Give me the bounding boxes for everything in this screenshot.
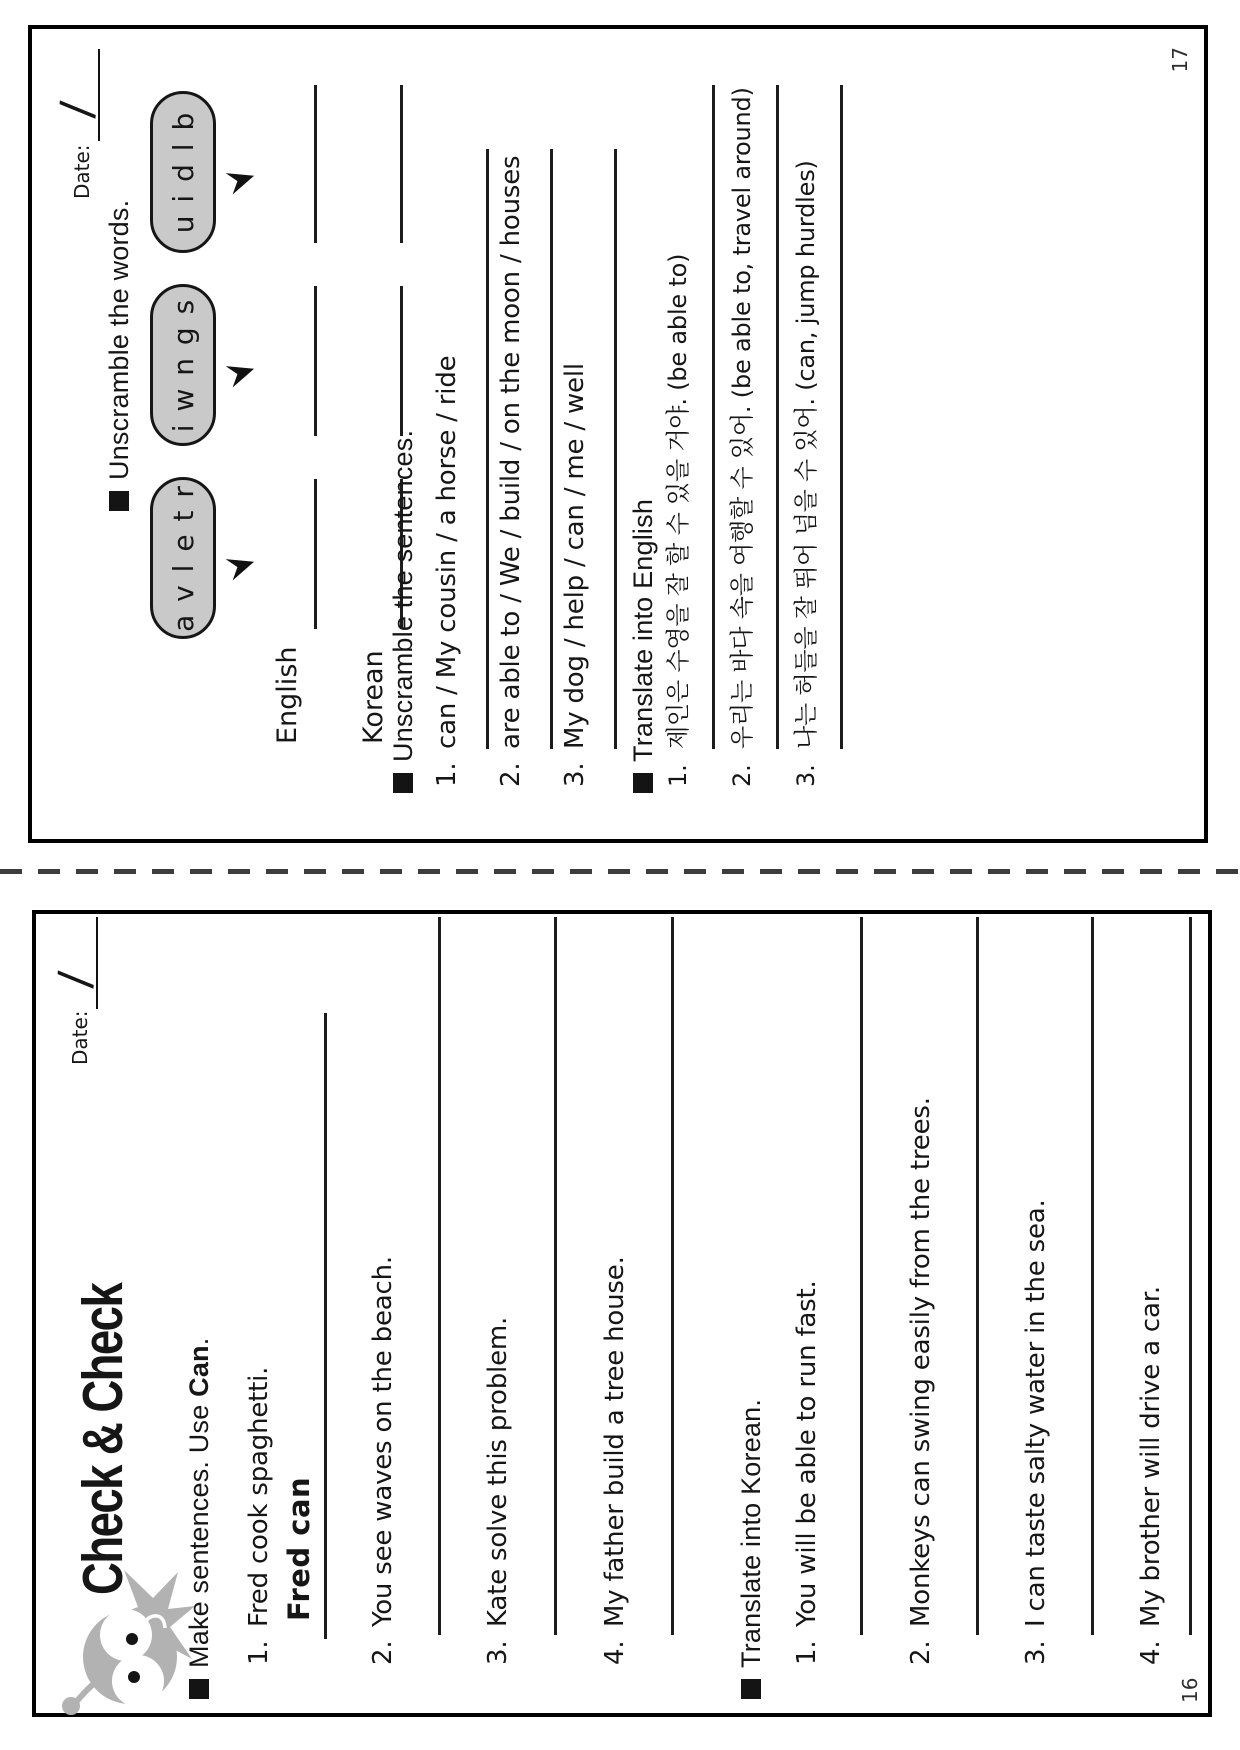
- english-label: English: [272, 646, 303, 744]
- bullet-icon: [109, 491, 129, 511]
- answer-blank: [324, 1013, 327, 1639]
- date-blank-line: [98, 49, 100, 141]
- answer-example: Fred can: [282, 1476, 316, 1621]
- answer-blank: [860, 917, 863, 1635]
- answer-blank: [712, 85, 715, 749]
- date-slash: /: [49, 99, 104, 120]
- exercise-item: 2.우리는 바다 속을 여행할 수 있어. (be able to, travel around): [728, 87, 756, 787]
- answer-blank: [671, 917, 674, 1635]
- answer-blank: [400, 286, 403, 436]
- heading-translate-korean: Translate into Korean.: [736, 1399, 767, 1699]
- page-16-sheet: [32, 910, 1212, 1717]
- exercise-item: 2.are able to / We / build / on the moon / houses: [496, 155, 526, 787]
- exercise-item: 1.can / My cousin / a horse / ride: [432, 355, 462, 787]
- exercise-item: 1.제인은 수영을 잘 할 수 있을 거야. (be able to): [664, 253, 692, 787]
- answer-blank: [314, 85, 317, 243]
- answer-blank: [550, 149, 553, 749]
- heading-unscramble-words: Unscramble the words.: [104, 200, 135, 511]
- scrambled-word-box: a v l e t r: [150, 477, 216, 639]
- heading-translate-english: Translate into English: [628, 499, 659, 793]
- answer-blank: [1189, 917, 1192, 1635]
- exercise-item: 4.My brother will drive a car.: [1136, 1286, 1166, 1665]
- answer-blank: [554, 917, 557, 1635]
- scrambled-word-box: u i d l b: [150, 91, 216, 253]
- bullet-icon: [633, 773, 653, 793]
- answer-blank: [314, 479, 317, 629]
- exercise-item: 1.You will be able to run fast.: [792, 1280, 822, 1665]
- page-17: [28, 25, 1208, 843]
- arrow-icon: [222, 161, 260, 199]
- answer-blank: [1091, 917, 1094, 1635]
- bullet-icon: [189, 1679, 209, 1699]
- date-slash: /: [47, 969, 102, 990]
- answer-blank: [400, 85, 403, 243]
- exercise-item: 3.I can taste salty water in the sea.: [1021, 1199, 1051, 1665]
- page-number: 16: [1178, 1677, 1202, 1703]
- korean-label: Korean: [358, 650, 389, 744]
- heading-make-sentences: Make sentences. Use Can.: [184, 1338, 215, 1699]
- exercise-item: 3.Kate solve this problem.: [483, 1316, 513, 1665]
- bullet-icon: [393, 773, 413, 793]
- page-title: Check & Check: [71, 1283, 135, 1595]
- exercise-item: 1.Fred cook spaghetti.: [244, 1366, 274, 1665]
- exercise-item: 3.My dog / help / can / me / well: [560, 363, 590, 787]
- answer-blank: [840, 85, 843, 749]
- exercise-item: 3.나는 허들을 잘 뛰어 넘을 수 있어. (can, jump hurdles): [792, 160, 820, 787]
- scrambled-word-box: i w n g s: [150, 284, 216, 446]
- page-16: [32, 910, 1212, 1717]
- exercise-item: 4.My father build a tree house.: [600, 1256, 630, 1665]
- answer-blank: [776, 85, 779, 749]
- arrow-icon: [222, 547, 260, 585]
- answer-blank: [614, 149, 617, 749]
- cut-line: [0, 869, 1240, 874]
- answer-blank: [486, 149, 489, 749]
- exercise-item: 2.You see waves on the beach.: [368, 1256, 398, 1665]
- answer-blank: [314, 286, 317, 436]
- page-number: 17: [1168, 47, 1192, 73]
- date-label: Date:: [70, 144, 94, 199]
- exercise-item: 2.Monkeys can swing easily from the trees.: [906, 1097, 936, 1665]
- date-blank-line: [96, 917, 98, 1009]
- bullet-icon: [741, 1679, 761, 1699]
- answer-blank: [976, 917, 979, 1635]
- heading-unscramble-sentences: Unscramble the sentences.: [388, 430, 419, 793]
- date-label: Date:: [68, 1010, 92, 1065]
- arrow-icon: [222, 354, 260, 392]
- page-17-sheet: [28, 25, 1208, 843]
- answer-blank: [438, 917, 441, 1635]
